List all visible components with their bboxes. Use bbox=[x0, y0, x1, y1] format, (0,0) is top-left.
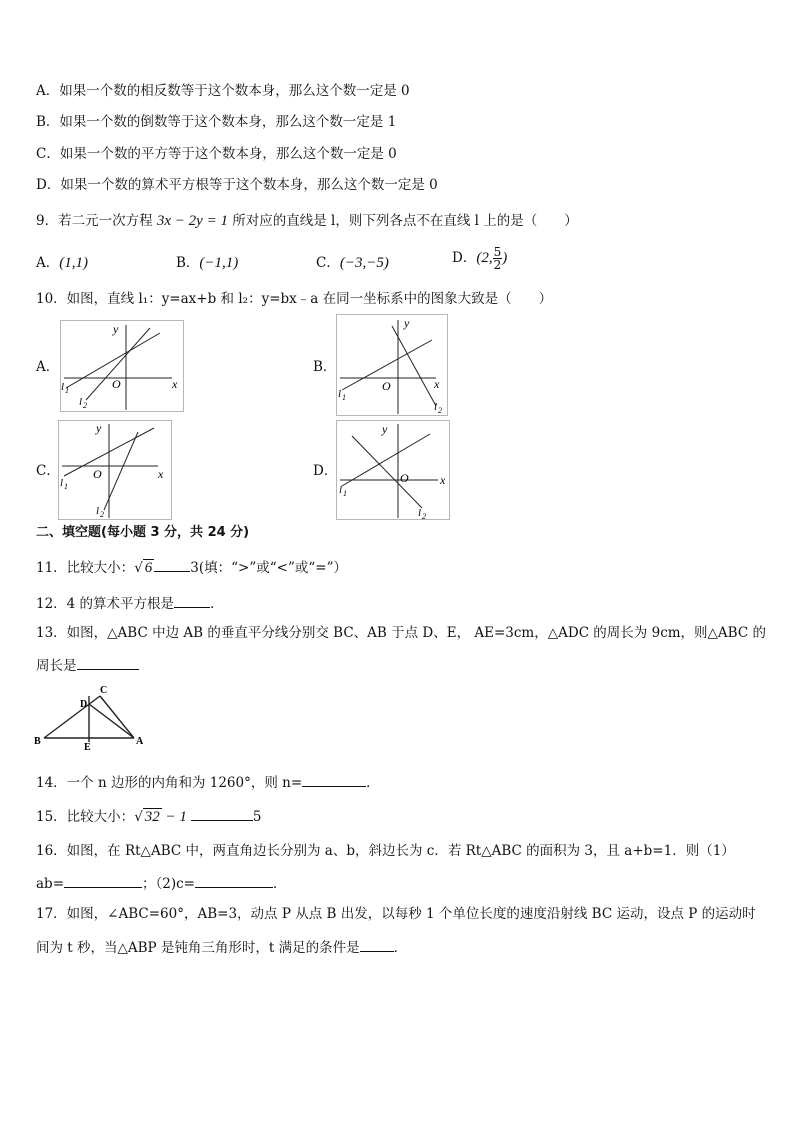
q12 bbox=[36, 593, 224, 613]
l1-subscript: 1 bbox=[342, 393, 346, 402]
q9-option-c-label: C． bbox=[316, 255, 340, 271]
y-axis-label: y bbox=[96, 421, 102, 435]
q14 bbox=[36, 772, 380, 792]
q10-graph-c bbox=[58, 420, 172, 520]
q8-option-a: A．如果一个数的相反数等于这个数本身，那么这个数一定是 0 bbox=[36, 83, 410, 99]
q15-prefix: 15．比较大小： bbox=[36, 809, 135, 825]
q9-option-c-value: (−3,−5) bbox=[339, 255, 389, 271]
q8-option-b: B．如果一个数的倒数等于这个数本身，那么这个数一定是 1 bbox=[36, 114, 397, 130]
graph-frame bbox=[337, 315, 448, 416]
q15-answer-blank[interactable] bbox=[191, 806, 253, 821]
q17-end: ． bbox=[393, 940, 408, 956]
fraction-numerator: 5 bbox=[493, 245, 502, 259]
q13-text: 周长是 bbox=[36, 658, 77, 674]
q17-line1: 17．如图，∠ABC=60°，AB=3，动点 P 从点 B 出发，以每秒 1 个单位长度的速度沿射线 BC 运动，设点 P 的运动时 bbox=[36, 906, 756, 922]
q11-suffix: 3(填：“>”或“<”或“=”） bbox=[190, 560, 347, 576]
q13-triangle-figure bbox=[34, 682, 154, 752]
q15 bbox=[36, 806, 262, 826]
l2-subscript: 2 bbox=[100, 510, 104, 519]
q15-radicand: 32 bbox=[144, 809, 160, 825]
q11-prefix: 11．比较大小： bbox=[36, 560, 135, 576]
q16-end: ． bbox=[273, 876, 287, 892]
graph-frame bbox=[337, 421, 450, 520]
q9-option-b-value: (−1,1) bbox=[199, 255, 239, 271]
q10-graph-d bbox=[336, 420, 450, 520]
l1-label: l bbox=[338, 388, 342, 400]
q12-end: ． bbox=[210, 596, 224, 612]
l1-subscript: 1 bbox=[64, 482, 68, 491]
q10-graph-b bbox=[336, 314, 448, 416]
l2-subscript: 2 bbox=[438, 406, 442, 415]
vertex-a: A bbox=[136, 736, 144, 747]
q14-text: 14．一个 n 边形的内角和为 1260°，则 n= bbox=[36, 775, 303, 791]
q9-option-d bbox=[452, 246, 507, 271]
q9-option-a-value: (1,1) bbox=[59, 255, 88, 271]
x-axis-label: x bbox=[440, 473, 446, 487]
q9-option-b bbox=[176, 254, 238, 272]
q11-answer-blank[interactable] bbox=[154, 557, 190, 572]
l1-subscript: 1 bbox=[343, 489, 347, 498]
q16-ab-blank[interactable] bbox=[64, 873, 142, 888]
l2-label: l bbox=[96, 505, 100, 517]
q16-c-label: ；（2)c= bbox=[142, 876, 195, 892]
q12-text: 12．4 的算术平方根是 bbox=[36, 596, 175, 612]
q9-option-a bbox=[36, 254, 88, 272]
q15-end: 5 bbox=[252, 809, 262, 825]
l2-label: l bbox=[434, 401, 438, 413]
q9-option-c bbox=[316, 254, 389, 272]
l1-label: l bbox=[61, 381, 65, 393]
q9-equation: 3x − 2y = 1 bbox=[156, 213, 228, 229]
section-title: 二、填空题(每小题 3 分，共 24 分) bbox=[36, 525, 250, 540]
q10-label-b: B． bbox=[313, 359, 337, 375]
point-e: E bbox=[84, 742, 91, 752]
q9-option-a-label: A． bbox=[36, 255, 60, 271]
vertex-b: B bbox=[34, 736, 41, 747]
line-l2 bbox=[352, 436, 422, 508]
q14-answer-blank[interactable] bbox=[302, 772, 366, 787]
q9-option-d-post: ) bbox=[502, 250, 508, 266]
l1-subscript: 1 bbox=[65, 386, 69, 395]
q9-option-d-pre: (2, bbox=[476, 250, 493, 266]
segment-bc bbox=[44, 696, 100, 738]
q15-minus: − 1 bbox=[161, 809, 187, 825]
l2-label: l bbox=[418, 507, 422, 519]
x-axis-label: x bbox=[158, 467, 164, 481]
q16-ab-label: ab= bbox=[36, 876, 65, 892]
l2-subscript: 2 bbox=[422, 512, 426, 520]
l1-label: l bbox=[339, 484, 343, 496]
x-axis-label: x bbox=[172, 377, 178, 391]
vertex-c: C bbox=[100, 685, 108, 696]
q10-label-a: A． bbox=[36, 359, 60, 375]
q9-option-d-label: D． bbox=[452, 250, 477, 266]
q15-sqrt: √ 32 bbox=[134, 809, 160, 825]
l2-subscript: 2 bbox=[83, 401, 87, 410]
y-axis-label: y bbox=[404, 316, 410, 330]
q9-stem bbox=[36, 212, 578, 230]
y-axis-label: y bbox=[113, 322, 119, 336]
q9-suffix: 所对应的直线是 l，则下列各点不在直线 l 上的是（ ） bbox=[232, 213, 578, 229]
q9-option-b-label: B． bbox=[176, 255, 200, 271]
l1-label: l bbox=[60, 477, 64, 489]
line-l2 bbox=[392, 326, 436, 406]
q9-prefix: 9．若二元一次方程 bbox=[36, 213, 153, 229]
q11-radicand: 6 bbox=[144, 560, 153, 576]
q17-answer-blank[interactable] bbox=[360, 937, 394, 952]
point-d: D bbox=[80, 699, 88, 710]
origin-label: O bbox=[93, 467, 102, 481]
q10-label-c: C． bbox=[36, 463, 60, 479]
q17-line2 bbox=[36, 937, 407, 957]
q13-answer-blank[interactable] bbox=[77, 655, 139, 670]
q8-option-c: C．如果一个数的平方等于这个数本身，那么这个数一定是 0 bbox=[36, 146, 397, 162]
q12-answer-blank[interactable] bbox=[174, 593, 210, 608]
line-l1 bbox=[342, 434, 430, 486]
q13-line2 bbox=[36, 655, 139, 675]
q16-line1: 16．如图，在 Rt△ABC 中，两直角边长分别为 a、b，斜边长为 c．若 Rt△ABC 的面积为 3，且 a+b=1．则（1） bbox=[36, 843, 735, 859]
x-axis-label: x bbox=[434, 377, 440, 391]
origin-label: O bbox=[400, 471, 409, 485]
origin-label: O bbox=[382, 379, 391, 393]
q14-end: ． bbox=[366, 775, 380, 791]
l2-label: l bbox=[79, 396, 83, 408]
origin-label: O bbox=[112, 377, 121, 391]
y-axis-label: y bbox=[382, 422, 388, 436]
q11 bbox=[36, 557, 347, 577]
q11-sqrt: √ 6 bbox=[134, 560, 153, 576]
q10-label-d: D． bbox=[313, 463, 338, 479]
q16-c-blank[interactable] bbox=[195, 873, 273, 888]
q10-graph-a bbox=[60, 320, 184, 412]
q17-text: 间为 t 秒，当△ABP 是钝角三角形时，t 满足的条件是 bbox=[36, 940, 360, 956]
q16-line2 bbox=[36, 873, 287, 893]
q9-option-d-fraction bbox=[493, 246, 503, 271]
fraction-denominator: 2 bbox=[493, 258, 502, 272]
q10-stem: 10．如图，直线 l₁：y=ax+b 和 l₂：y=bx﹣a 在同一坐标系中的图象大致是（ ） bbox=[36, 291, 553, 307]
q8-option-d: D．如果一个数的算术平方根等于这个数本身，那么这个数一定是 0 bbox=[36, 177, 438, 193]
q13-line1: 13．如图，△ABC 中边 AB 的垂直平分线分别交 BC、AB 于点 D、E， AE=3cm，△ADC 的周长为 9cm，则△ABC 的 bbox=[36, 625, 766, 641]
